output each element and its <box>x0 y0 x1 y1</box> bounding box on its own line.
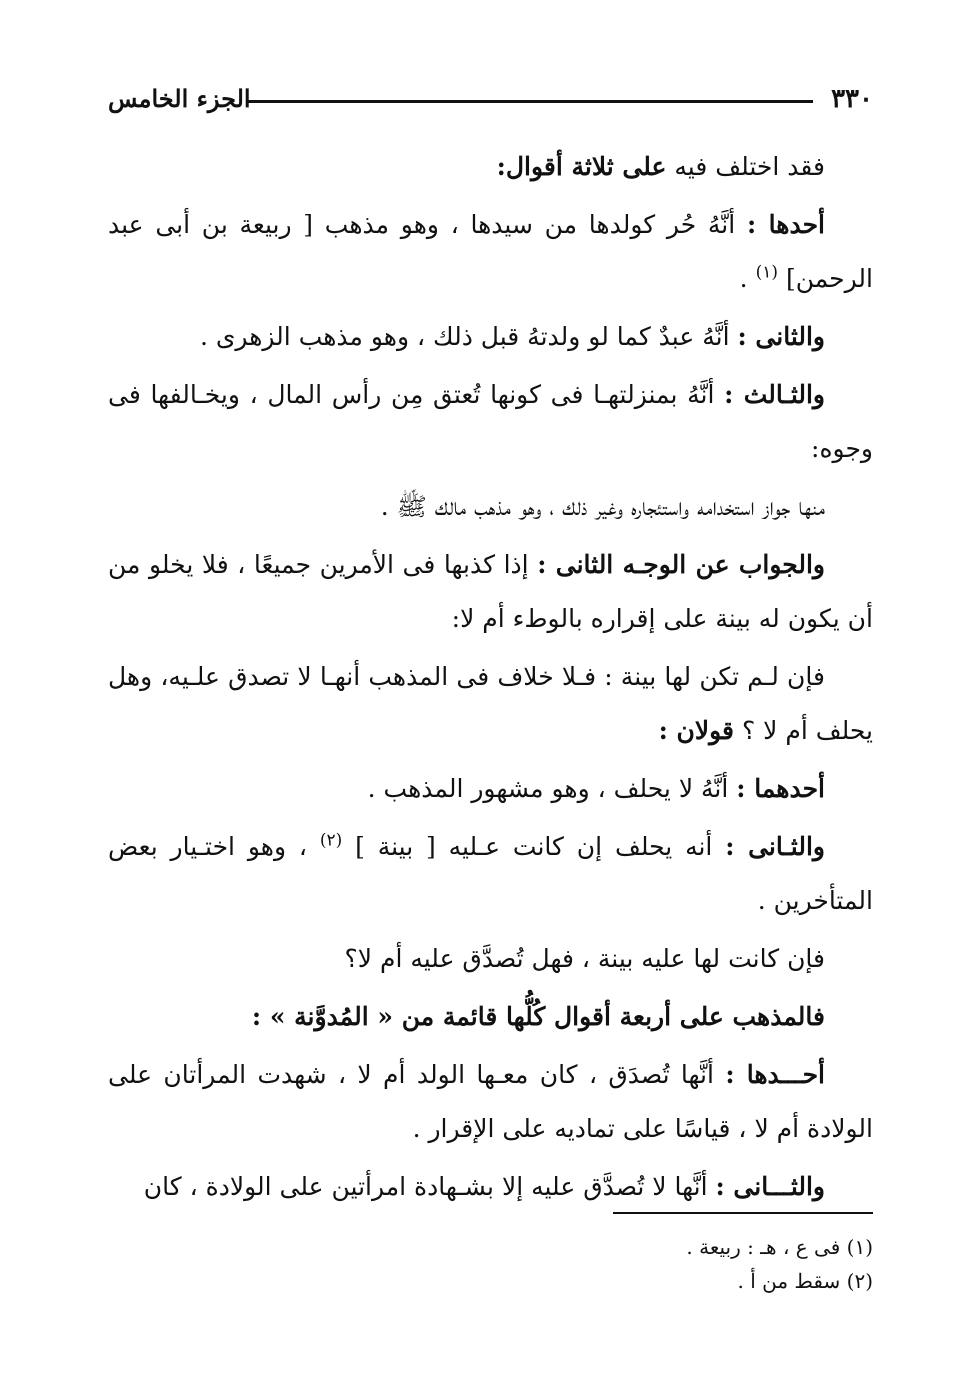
footnote: (٢) سقط من أ . <box>737 1269 873 1293</box>
paragraph-lead: فالمذهب على أربعة أقوال كُلُّها قائمة من « المُدوَّنة » : <box>251 1002 825 1031</box>
footnote-ref: (١) <box>755 262 778 283</box>
paragraph-bold-tail: قولان : <box>658 716 734 745</box>
running-title: الجزء الخامس <box>108 84 251 113</box>
paragraph <box>108 1160 873 1214</box>
paragraph-text: أنَّها لا تُصدَّق عليه إلا بشـهادة امرأتين على الولادة ، كان <box>143 1172 716 1201</box>
page-header <box>108 84 873 124</box>
page-number: ٣٣٠ <box>831 84 873 114</box>
paragraph-text: ، وهو اختـيار بعض المتأخرين . <box>108 832 873 915</box>
paragraph <box>108 538 873 646</box>
footnote-rule <box>613 1212 873 1214</box>
paragraph-lead: أحدهما : <box>736 774 825 803</box>
paragraph-lead: والجواب عن الوجـه الثانى : <box>537 550 826 579</box>
paragraph-lead: والثـانى : <box>725 832 825 861</box>
footnote: (١) فى ع ، هـ : ربيعة . <box>686 1235 873 1259</box>
main-text <box>108 140 873 1218</box>
paragraph-text: أنَّهُ بمنزلتهـا فى كونها تُعتق مِن رأس المال ، ويخـالفها فى وجوه: <box>108 380 873 463</box>
paragraph <box>108 820 873 928</box>
paragraph-lead: أحـــدها : <box>725 1060 825 1089</box>
header-rule <box>248 100 813 103</box>
paragraph <box>108 368 873 476</box>
paragraph <box>108 1048 873 1156</box>
paragraph-text: إذا كذبها فى الأمرين جميعًا ، فلا يخلو من أن يكون له بينة على إقراره بالوطء أم لا: <box>108 550 873 633</box>
paragraph-text: أنه يحلف إن كانت عـليه [ بينة ] <box>355 832 726 861</box>
paragraph <box>108 650 873 758</box>
paragraph-lead: والثانى : <box>737 322 825 351</box>
paragraph-text: أنَّها تُصدَق ، كان معـها الولد أم لا ، شهدت المرأتان على الولادة أم لا ، قياسًا على تماديه على الإقرار . <box>108 1060 873 1143</box>
paragraph-lead: والثـالث : <box>724 380 825 409</box>
paragraph <box>108 932 873 986</box>
paragraph <box>108 198 873 306</box>
paragraph-bold-tail: على ثلاثة أقوال: <box>496 152 667 181</box>
paragraph <box>108 762 873 816</box>
paragraph-lead: أحدها : <box>746 210 825 239</box>
paragraph-text: أنَّهُ لا يحلف ، وهو مشهور المذهب . <box>367 774 737 803</box>
paragraph-text: منها جواز استخدامه واستئجاره وغير ذلك ، وهو مذهب مالك ﷺ . <box>380 492 825 521</box>
paragraph-text: فقد اختلف فيه <box>666 152 825 181</box>
paragraph <box>108 480 873 534</box>
footnotes <box>108 1230 873 1298</box>
paragraph-text: فإن كانت لها عليه بينة ، فهل تُصدَّق عليه أم لا؟ <box>344 944 825 973</box>
paragraph-text: . <box>739 264 756 293</box>
paragraph <box>108 140 873 194</box>
paragraph-text: أنَّهُ عبدٌ كما لو ولدتهُ قبل ذلك ، وهو مذهب الزهرى . <box>199 322 738 351</box>
paragraph-text: أنَّهُ حُر كولدها من سيدها ، وهو مذهب [ ربيعة بن أبى عبد الرحمن] <box>108 210 873 293</box>
paragraph-text: فإن لـم تكن لها بينة : فـلا خلاف فى المذهب أنهـا لا تصدق علـيه، وهل يحلف أم لا ؟ <box>108 662 873 745</box>
paragraph <box>108 990 873 1044</box>
paragraph <box>108 310 873 364</box>
footnote-ref: (٢) <box>319 830 343 851</box>
paragraph-lead: والثـــانى : <box>715 1172 825 1201</box>
